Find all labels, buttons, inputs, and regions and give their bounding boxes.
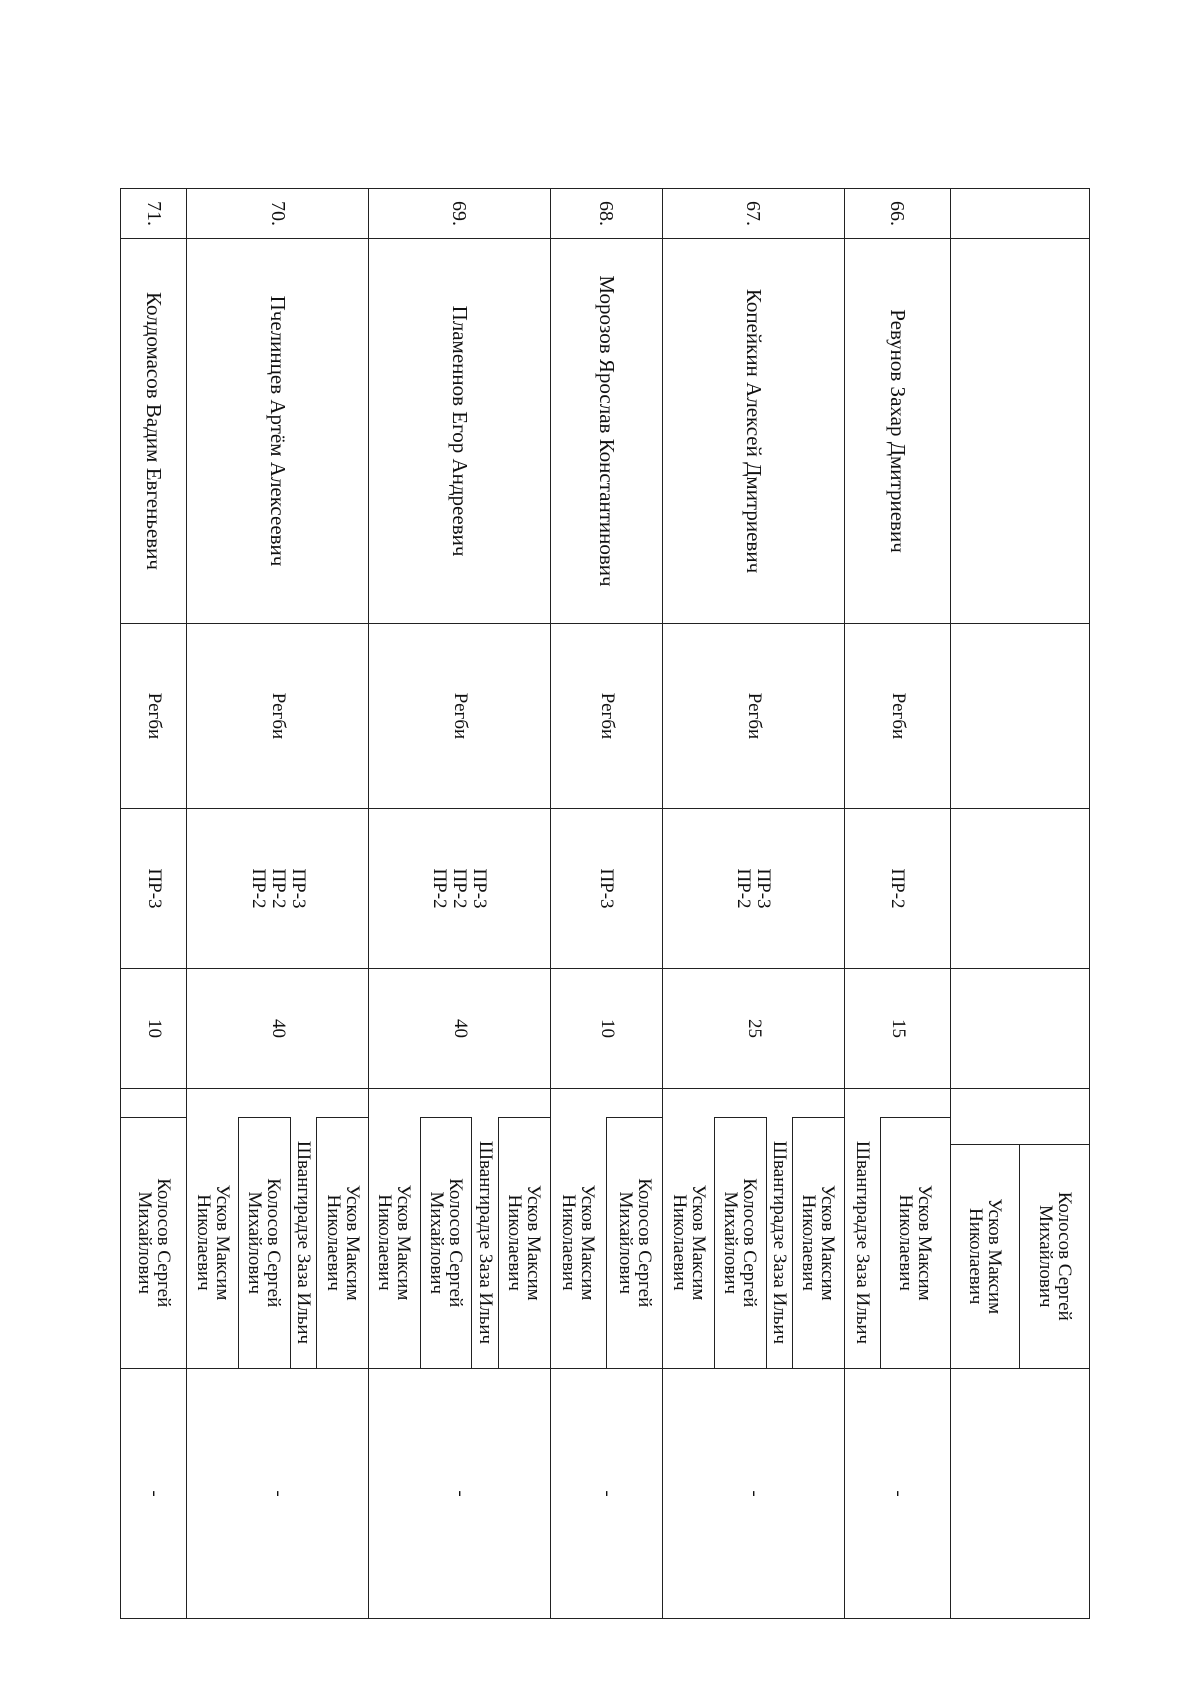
- zone-code: ПР-2: [247, 868, 269, 909]
- coaches-cell: [950, 1089, 1089, 1369]
- coach-name: Колосов Сергей Михайлович: [239, 1117, 291, 1368]
- coach-name: Колосов Сергей Михайлович: [420, 1117, 472, 1368]
- coach-name: Усков Максим Николаевич: [558, 1184, 599, 1301]
- zone-cell: [844, 809, 950, 969]
- zone-code: ПР-2: [887, 868, 909, 909]
- coach-name: Колосов Сергей Михайлович: [714, 1117, 766, 1368]
- note-cell: -: [187, 1369, 369, 1619]
- table-row: [550, 189, 663, 1619]
- coach-name: Колосов Сергей Михайлович: [1020, 1144, 1089, 1368]
- row-number-cell: 69.: [368, 189, 550, 239]
- coach-name: Усков Максим Николаевич: [498, 1117, 549, 1368]
- zone-cell: [368, 809, 550, 969]
- hours-cell: 10: [121, 969, 187, 1089]
- rotated-page-content: [120, 188, 1090, 1618]
- coach-name: Усков Максим Николаевич: [951, 1144, 1020, 1368]
- coaches-subtable: [369, 1089, 550, 1368]
- coaches-subtable: [951, 1089, 1089, 1368]
- athlete-name-cell: Пламеннов Егор Андреевич: [368, 239, 550, 624]
- coach-name: Швангирадзе Заза Ильич: [472, 1117, 499, 1368]
- table-row: [187, 189, 369, 1619]
- coaches-cell: [663, 1089, 845, 1369]
- athlete-name-cell: Ревунов Захар Дмитриевич: [844, 239, 950, 624]
- coach-name: Швангирадзе Заза Ильич: [766, 1117, 793, 1368]
- coaches-cell: [550, 1089, 663, 1369]
- athlete-name-cell: Морозов Ярослав Константинович: [550, 239, 663, 624]
- zone-cell: [187, 809, 369, 969]
- coaches-cell: [368, 1089, 550, 1369]
- zone-cell: [550, 809, 663, 969]
- hours-cell: 40: [187, 969, 369, 1089]
- coach-name: Усков Максим Николаевич: [317, 1117, 368, 1368]
- hours-cell: 25: [663, 969, 845, 1089]
- athlete-name-cell: Колдомасов Вадим Евгеньевич: [121, 239, 187, 624]
- sport-cell: Регби: [368, 624, 550, 809]
- coaches-cell: [844, 1089, 950, 1369]
- zone-code: ПР-3: [287, 868, 309, 909]
- note-cell: [950, 1369, 1089, 1619]
- table-row-continuation: [950, 189, 1089, 1619]
- coaches-subtable: [663, 1089, 844, 1368]
- coach-name: Усков Максим Николаевич: [192, 1184, 233, 1301]
- athlete-name-cell: Пчелинцев Артём Алексеевич: [187, 239, 369, 624]
- row-number-cell: 67.: [663, 189, 845, 239]
- note-cell: -: [121, 1369, 187, 1619]
- coaches-subtable: [187, 1089, 368, 1368]
- coach-name: Колосов Сергей Михайлович: [121, 1117, 186, 1368]
- zone-code: ПР-2: [449, 868, 471, 909]
- zone-code: ПР-2: [733, 868, 755, 909]
- sport-cell: Регби: [663, 624, 845, 809]
- row-number-cell: 68.: [550, 189, 663, 239]
- sport-cell: Регби: [187, 624, 369, 809]
- athletes-table: [120, 188, 1090, 1619]
- zone-cell: [121, 809, 187, 969]
- note-cell: -: [368, 1369, 550, 1619]
- athlete-name-cell: [950, 239, 1089, 624]
- note-cell: -: [550, 1369, 663, 1619]
- coach-name: Усков Максим Николаевич: [880, 1117, 950, 1368]
- coaches-subtable: [121, 1089, 186, 1368]
- hours-cell: [950, 969, 1089, 1089]
- coach-name: Усков Максим Николаевич: [668, 1184, 709, 1301]
- coaches-subtable: [845, 1089, 950, 1368]
- row-number-cell: 66.: [844, 189, 950, 239]
- zone-cell: [663, 809, 845, 969]
- zone-code: ПР-3: [596, 868, 618, 909]
- table-row: [368, 189, 550, 1619]
- athlete-name-cell: Копейкин Алексей Дмитриевич: [663, 239, 845, 624]
- note-cell: -: [844, 1369, 950, 1619]
- coaches-subtable: [551, 1089, 663, 1368]
- table-row: [844, 189, 950, 1619]
- zone-code: ПР-3: [469, 868, 491, 909]
- coach-name: Швангирадзе Заза Ильич: [851, 1140, 873, 1345]
- table-row: [663, 189, 845, 1619]
- sport-cell: Регби: [121, 624, 187, 809]
- table-body: [121, 189, 1090, 1619]
- zone-code: ПР-3: [753, 868, 775, 909]
- hours-cell: 15: [844, 969, 950, 1089]
- row-number-cell: [950, 189, 1089, 239]
- coach-name: Усков Максим Николаевич: [793, 1117, 844, 1368]
- zone-code: ПР-2: [267, 868, 289, 909]
- hours-cell: 40: [368, 969, 550, 1089]
- note-cell: -: [663, 1369, 845, 1619]
- coaches-cell: [187, 1089, 369, 1369]
- coaches-cell: [121, 1089, 187, 1369]
- zone-cell: [950, 809, 1089, 969]
- sport-cell: Регби: [844, 624, 950, 809]
- table-row: [121, 189, 187, 1619]
- hours-cell: 10: [550, 969, 663, 1089]
- coach-name: Усков Максим Николаевич: [374, 1184, 415, 1301]
- coach-name: Колосов Сергей Михайлович: [606, 1117, 662, 1368]
- coach-name: Швангирадзе Заза Ильич: [290, 1117, 317, 1368]
- sport-cell: [950, 624, 1089, 809]
- row-number-cell: 71.: [121, 189, 187, 239]
- row-number-cell: 70.: [187, 189, 369, 239]
- sport-cell: Регби: [550, 624, 663, 809]
- zone-code: ПР-2: [429, 868, 451, 909]
- zone-code: ПР-3: [143, 868, 165, 909]
